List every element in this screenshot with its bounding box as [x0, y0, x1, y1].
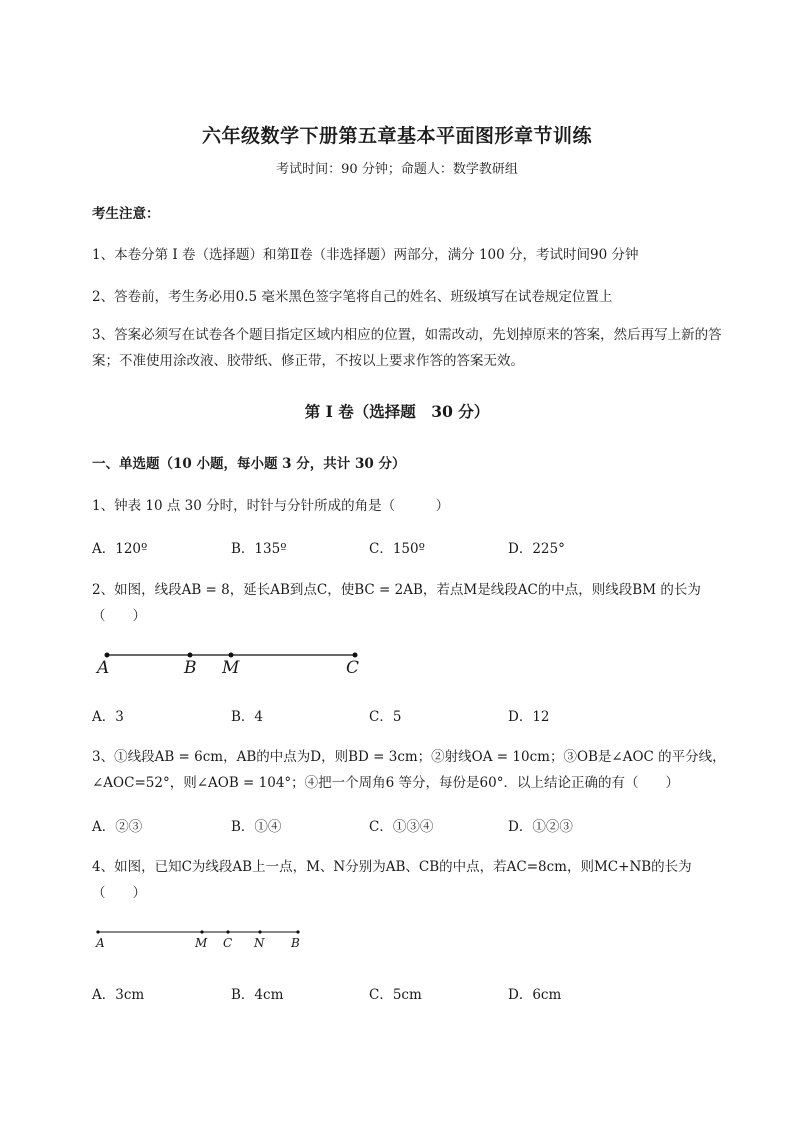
q4-label-m: M: [195, 936, 208, 950]
q1-option-d: D．225°: [508, 541, 565, 557]
q4-point-n: [258, 930, 261, 933]
q2-option-d: D．12: [508, 709, 550, 725]
q4-option-a: A．3cm: [92, 987, 145, 1003]
q4-point-m: [200, 930, 203, 933]
notice-item-1: 1、本卷分第 I 卷（选择题）和第Ⅱ卷（非选择题）两部分，满分 100 分，考试时间90 分钟: [92, 247, 639, 263]
q4-option-b: B．4cm: [231, 987, 284, 1003]
q2-label-m: M: [222, 658, 240, 678]
question-4-stem: 4、如图，已知C为线段AB上一点，M、N分别为AB、CB的中点，若AC=8cm，则MC+NB的长为: [92, 859, 692, 875]
q1-option-a: A．120º: [92, 541, 148, 557]
q4-point-c: [226, 930, 229, 933]
q4-point-b: [296, 930, 299, 933]
q4-option-c: C．5cm: [369, 987, 422, 1003]
q4-label-n: N: [254, 936, 265, 950]
q3-option-d: D．①②③: [508, 819, 573, 835]
q3-option-c: C．①③④: [369, 819, 434, 835]
part1-title: 第 I 卷（选择题 30 分）: [304, 402, 490, 421]
notice-heading: 考生注意：: [92, 206, 160, 222]
q4-label-b: B: [291, 936, 300, 950]
question-1-stem: 1、钟表 10 点 30 分时，时针与分针所成的角是（ ）: [92, 498, 450, 514]
q2-option-a: A．3: [92, 709, 124, 725]
question-3-stem-cont: ∠AOC=52°，则∠AOB = 104°；④把一个周角6 等分，每份是60°．以上结论正确的有（ ）: [92, 775, 679, 791]
q2-option-b: B．4: [231, 709, 264, 725]
q1-option-b: B．135º: [231, 541, 287, 557]
q3-option-b: B．①④: [231, 819, 282, 835]
exam-subtitle: 考试时间：90 分钟；命题人：数学教研组: [276, 162, 518, 177]
q2-label-a: A: [97, 658, 110, 678]
notice-item-2: 2、答卷前，考生务必用0.5 毫米黑色签字笔将自己的姓名、班级填写在试卷规定位置上: [92, 289, 613, 305]
q4-label-a: A: [96, 936, 105, 950]
q2-option-c: C．5: [369, 709, 402, 725]
q2-label-b: B: [184, 658, 197, 678]
question-3-stem: 3、①线段AB = 6cm，AB的中点为D，则BD = 3cm；②射线OA = 10cm；③OB是∠AOC 的平分线，: [92, 749, 726, 765]
q4-point-a: [96, 930, 99, 933]
question-4-stem-cont: （ ）: [92, 885, 146, 901]
question-2-stem: 2、如图，线段AB = 8，延长AB到点C，使BC = 2AB，若点M是线段AC的中点，则线段BM 的长为: [92, 582, 701, 598]
question-2-stem-cont: （ ）: [92, 608, 146, 624]
page-title: 六年级数学下册第五章基本平面图形章节训练: [201, 125, 592, 147]
q1-option-c: C．150º: [369, 541, 425, 557]
q4-label-c: C: [223, 936, 233, 950]
q4-option-d: D．6cm: [508, 987, 562, 1003]
q3-option-a: A．②③: [92, 819, 143, 835]
section-heading: 一、单选题（10 小题，每小题 3 分，共计 30 分）: [92, 456, 406, 472]
q2-label-c: C: [346, 658, 360, 678]
notice-item-3: 3、答案必须写在试卷各个题目指定区域内相应的位置，如需改动，先划掉原来的答案，然后再写上新的答案；不准使用涂改液、胶带纸、修正带，不按以上要求作答的答案无效。: [92, 327, 722, 369]
